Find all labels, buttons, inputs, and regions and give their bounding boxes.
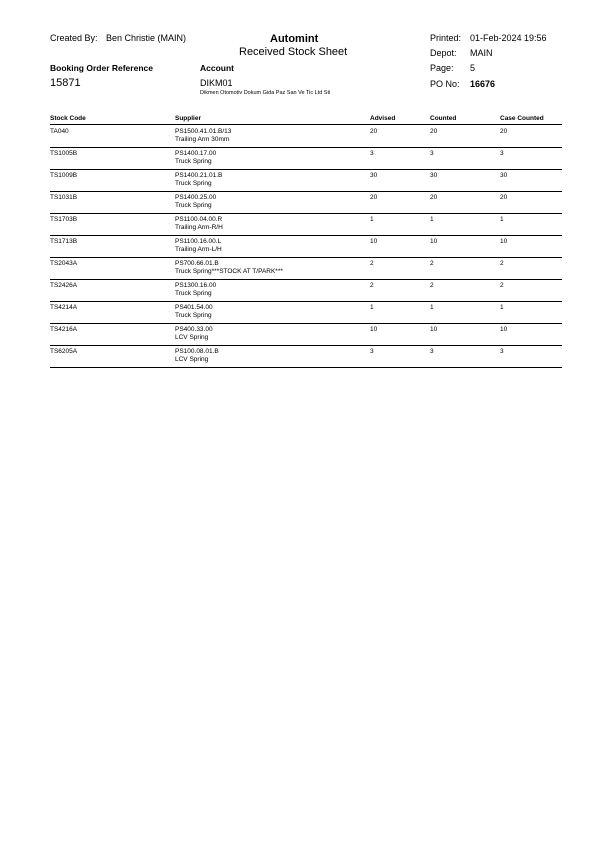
stock-code-cell: TA040 — [50, 128, 69, 135]
case-counted-cell: 2 — [500, 260, 504, 267]
col-counted: Counted — [430, 115, 457, 122]
counted-cell: 2 — [430, 260, 434, 267]
supplier-cell: PS400.33.00 — [175, 326, 213, 333]
table-row — [50, 346, 562, 368]
table-row — [50, 324, 562, 346]
col-advised: Advised — [370, 115, 396, 122]
advised-cell: 10 — [370, 238, 378, 245]
stock-code-cell: TS2043A — [50, 260, 78, 267]
table-row — [50, 236, 562, 258]
supplier-cell: PS1500.41.01.B/13 — [175, 128, 232, 135]
row-rule — [50, 367, 562, 368]
stock-code-cell: TS1031B — [50, 194, 78, 201]
supplier-cell: PS1300.16.00 — [175, 282, 217, 289]
table-row — [50, 258, 562, 280]
account-label: Account — [200, 63, 234, 73]
booking-value: 15871 — [50, 77, 81, 89]
case-counted-cell: 10 — [500, 326, 508, 333]
counted-cell: 10 — [430, 238, 438, 245]
table-row — [50, 126, 562, 148]
description-cell: Truck Spring — [175, 180, 212, 187]
supplier-cell: PS700.66.01.B — [175, 260, 219, 267]
printed-value: 01-Feb-2024 19:56 — [470, 33, 547, 43]
page-value: 5 — [470, 63, 476, 73]
stock-code-cell: TS2426A — [50, 282, 78, 289]
advised-cell: 1 — [370, 216, 374, 223]
table-row — [50, 302, 562, 324]
printed-label: Printed: — [430, 33, 462, 43]
advised-cell: 1 — [370, 304, 374, 311]
advised-cell: 10 — [370, 326, 378, 333]
description-cell: Trailing Arm-L/H — [175, 246, 222, 253]
col-supplier: Supplier — [175, 115, 202, 122]
counted-cell: 1 — [430, 304, 434, 311]
stock-code-cell: TS4216A — [50, 326, 78, 333]
company-name: Automint — [270, 33, 319, 45]
advised-cell: 3 — [370, 348, 374, 355]
supplier-cell: PS401.54.00 — [175, 304, 213, 311]
table-row — [50, 214, 562, 236]
advised-cell: 20 — [370, 128, 378, 135]
po-value: 16676 — [470, 79, 496, 89]
case-counted-cell: 3 — [500, 150, 504, 157]
counted-cell: 3 — [430, 150, 434, 157]
stock-code-cell: TS1703B — [50, 216, 78, 223]
description-cell: Truck Spring — [175, 312, 212, 319]
description-cell: Truck Spring — [175, 158, 212, 165]
case-counted-cell: 2 — [500, 282, 504, 289]
counted-cell: 20 — [430, 128, 438, 135]
description-cell: Truck Spring***STOCK AT T/PARK*** — [175, 268, 283, 275]
description-cell: Trailing Arm-R/H — [175, 224, 223, 231]
description-cell: Truck Spring — [175, 290, 212, 297]
counted-cell: 1 — [430, 216, 434, 223]
description-cell: Truck Spring — [175, 202, 212, 209]
account-name: Dikmen Otomotiv Dokum Gida Paz San Ve Tic Ltd Sti — [200, 90, 331, 96]
stock-code-cell: TS1005B — [50, 150, 78, 157]
case-counted-cell: 1 — [500, 216, 504, 223]
booking-label: Booking Order Reference — [50, 63, 153, 73]
depot-label: Depot: — [430, 48, 457, 58]
advised-cell: 30 — [370, 172, 378, 179]
supplier-cell: PS1400.25.00 — [175, 194, 217, 201]
table-row — [50, 148, 562, 170]
case-counted-cell: 1 — [500, 304, 504, 311]
advised-cell: 2 — [370, 282, 374, 289]
table-row — [50, 280, 562, 302]
page-label: Page: — [430, 63, 454, 73]
created-by-value: Ben Christie (MAIN) — [106, 33, 187, 43]
stock-code-cell: TS1009B — [50, 172, 78, 179]
case-counted-cell: 20 — [500, 128, 508, 135]
case-counted-cell: 30 — [500, 172, 508, 179]
stock-code-cell: TS4214A — [50, 304, 78, 311]
col-stock-code: Stock Code — [50, 115, 86, 122]
sheet-title: Received Stock Sheet — [239, 46, 348, 58]
counted-cell: 30 — [430, 172, 438, 179]
case-counted-cell: 20 — [500, 194, 508, 201]
supplier-cell: PS1100.04.00.R — [175, 216, 223, 223]
stock-code-cell: TS6205A — [50, 348, 78, 355]
advised-cell: 20 — [370, 194, 378, 201]
description-cell: Trailing Arm 30mm — [175, 136, 230, 143]
supplier-cell: PS1400.17.00 — [175, 150, 217, 157]
depot-value: MAIN — [470, 48, 493, 58]
counted-cell: 2 — [430, 282, 434, 289]
header-rule — [50, 124, 562, 125]
advised-cell: 3 — [370, 150, 374, 157]
counted-cell: 20 — [430, 194, 438, 201]
po-label: PO No: — [430, 79, 460, 89]
account-code: DIKM01 — [200, 78, 233, 88]
table-row — [50, 170, 562, 192]
counted-cell: 3 — [430, 348, 434, 355]
supplier-cell: PS100.08.01.B — [175, 348, 219, 355]
description-cell: LCV Spring — [175, 334, 209, 341]
supplier-cell: PS1400.21.01.B — [175, 172, 223, 179]
case-counted-cell: 3 — [500, 348, 504, 355]
counted-cell: 10 — [430, 326, 438, 333]
advised-cell: 2 — [370, 260, 374, 267]
created-by-label: Created By: — [50, 33, 98, 43]
supplier-cell: PS1100.16.00.L — [175, 238, 222, 245]
col-case-counted: Case Counted — [500, 115, 544, 122]
description-cell: LCV Spring — [175, 356, 209, 363]
table-row — [50, 192, 562, 214]
stock-code-cell: TS1713B — [50, 238, 78, 245]
case-counted-cell: 10 — [500, 238, 508, 245]
